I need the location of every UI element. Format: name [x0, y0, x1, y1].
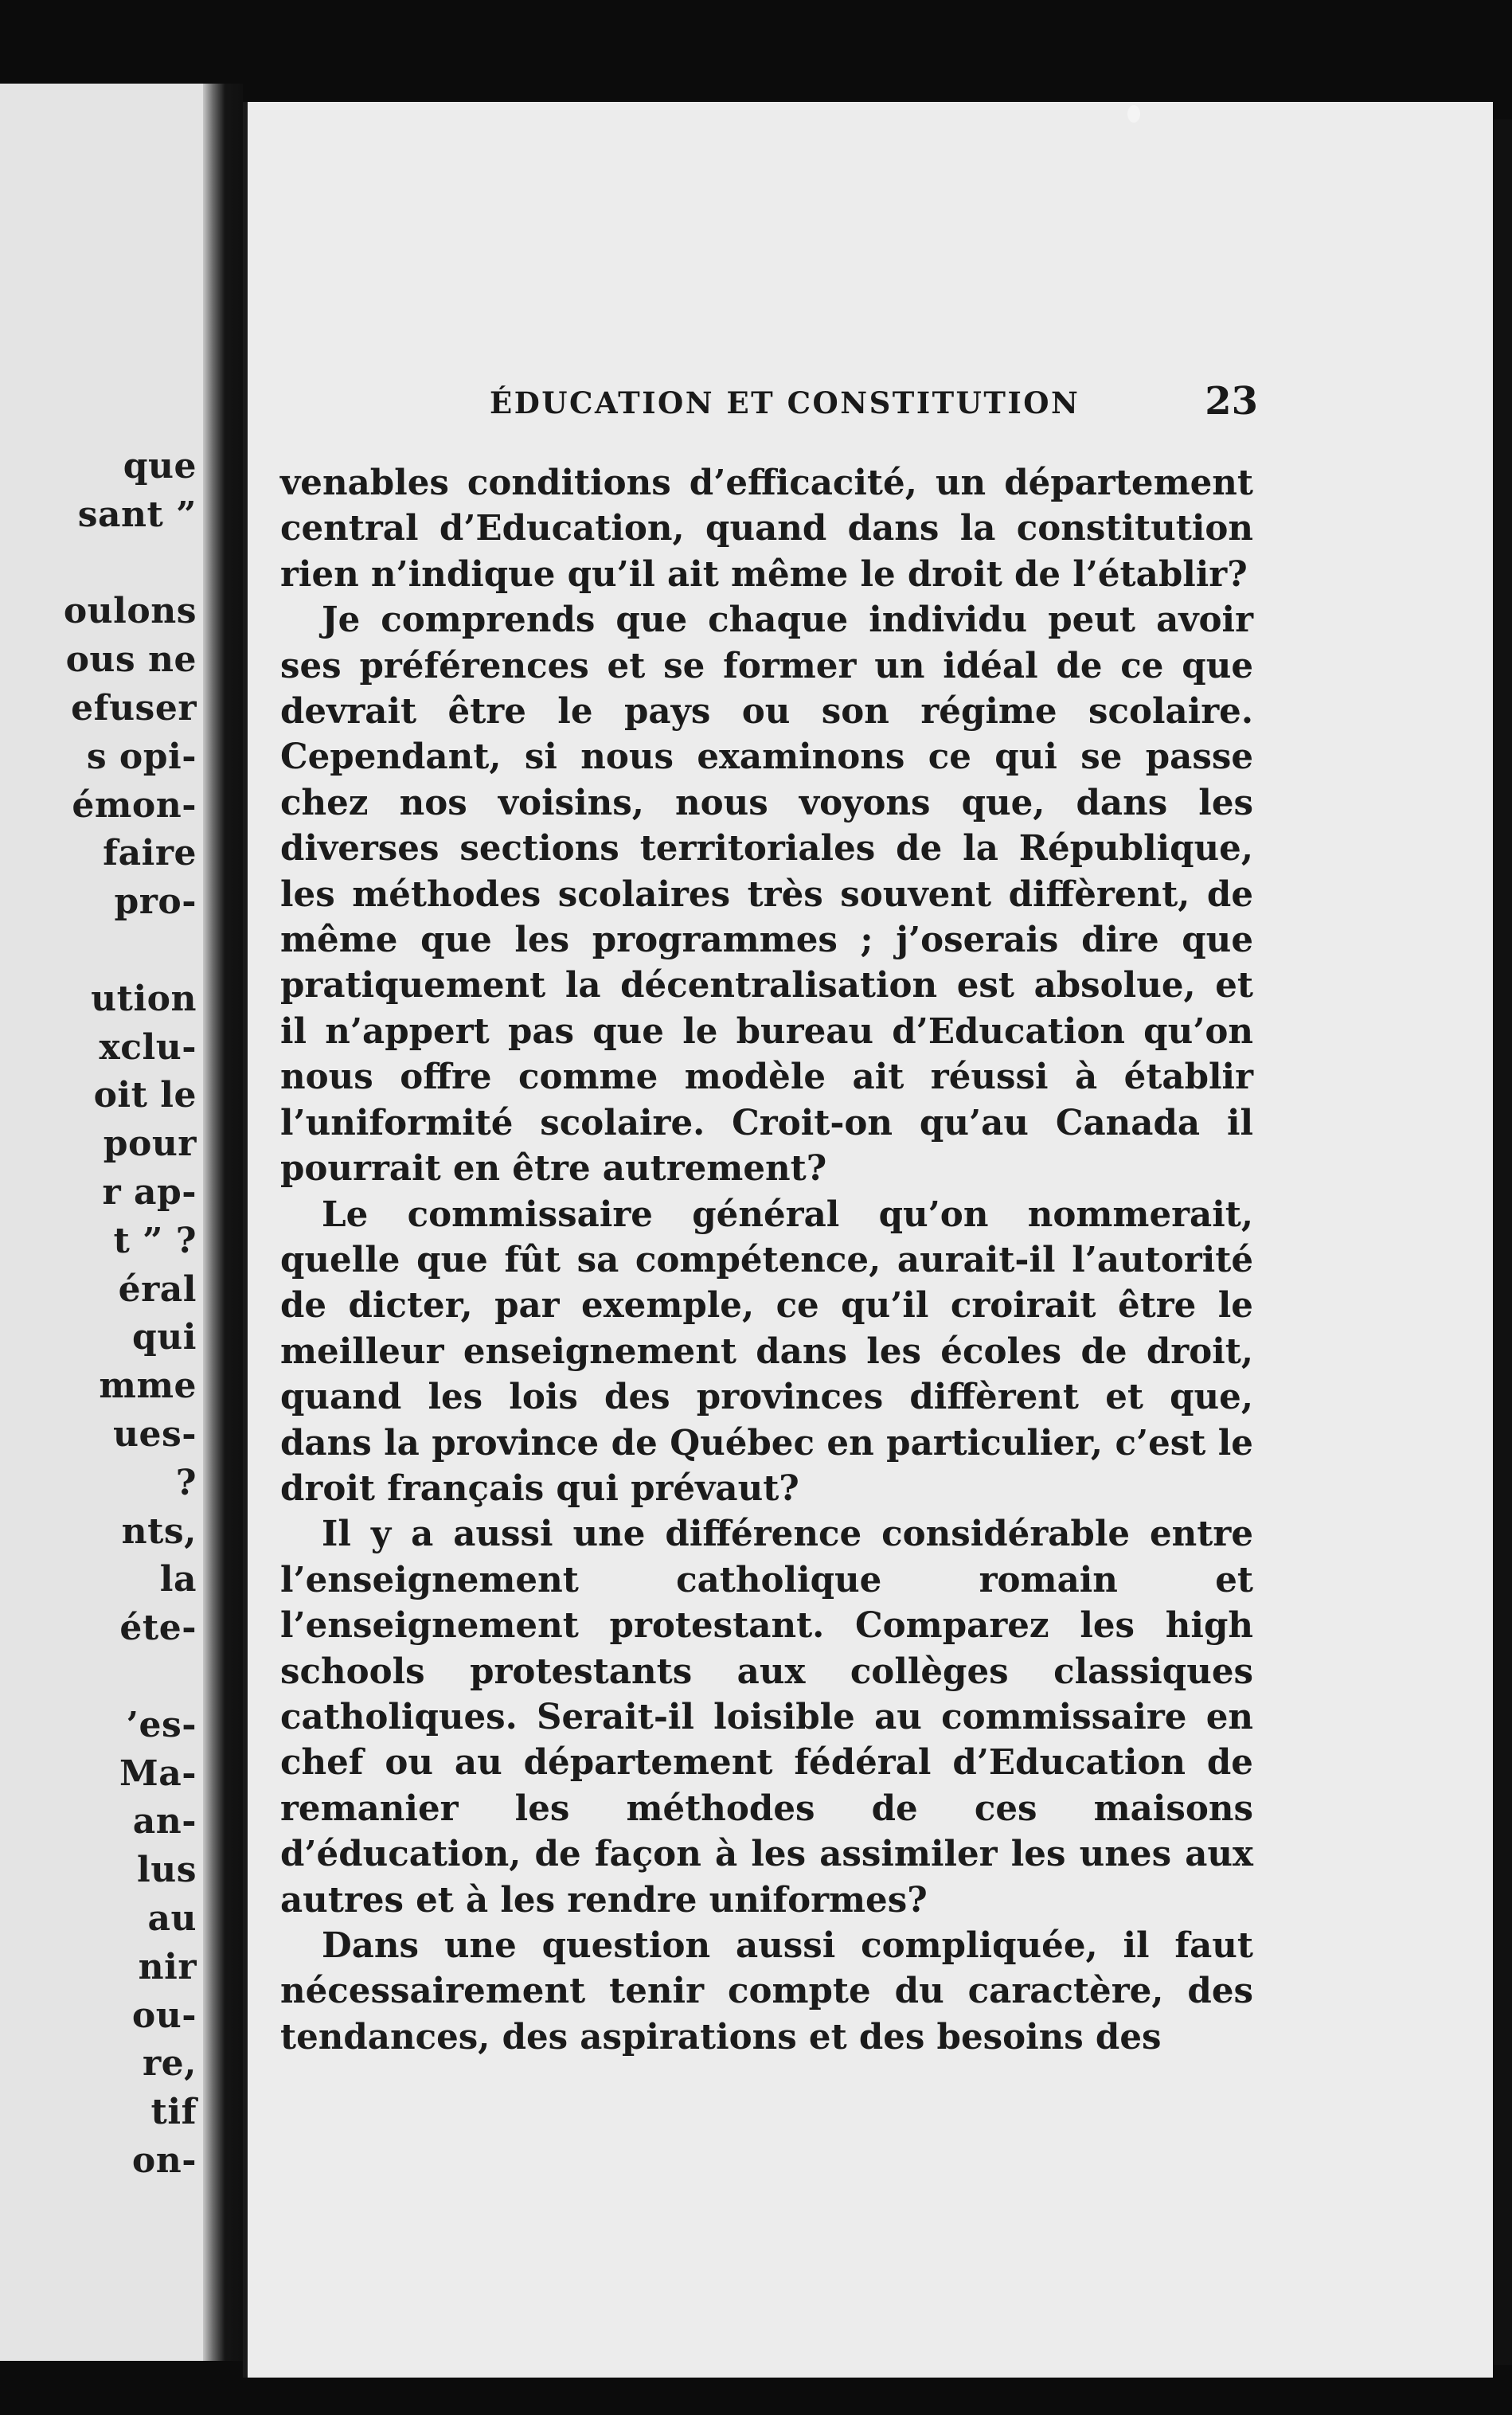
scan-dust-speck — [1127, 105, 1140, 123]
left-page-line-fragment: on- — [131, 2140, 197, 2181]
page-number: 23 — [1205, 379, 1258, 424]
page-header — [490, 379, 1258, 432]
left-page-line-fragment: tif — [150, 2092, 197, 2133]
left-page-line-fragment: ’es- — [126, 1704, 197, 1745]
left-page-line-fragment: émon- — [72, 784, 197, 826]
left-page-line-fragment: nir — [138, 1946, 197, 1987]
left-page-line-fragment: faire — [103, 833, 197, 874]
left-page-line-fragment: au — [147, 1898, 197, 1939]
left-page-line-fragment: nts, — [121, 1510, 197, 1552]
left-page-line-fragment: ou- — [131, 1995, 197, 2036]
left-page-line-fragment: éral — [118, 1268, 197, 1310]
left-page-line-fragment: r ap- — [102, 1172, 197, 1213]
running-head: ÉDUCATION ET CONSTITUTION — [490, 385, 1080, 420]
left-page-line-fragment: ution — [91, 978, 197, 1019]
left-page-line-fragment: pro- — [114, 881, 197, 923]
book-gutter — [203, 84, 243, 2361]
left-page-line-fragment: ? — [175, 1462, 197, 1503]
left-page-line-fragment: que — [123, 446, 197, 487]
previous-page-fragment — [0, 84, 203, 2361]
left-page-line-fragment: xclu- — [99, 1026, 197, 1068]
page-right-edge-shadow — [1493, 119, 1512, 2365]
paragraph: Il y a aussi une différence considérable entre l’enseignement catholique romain et l’enseignement protestant. Comparez les high schools protestants aux collèges classiques catholiques. Serait-il loisible au commissaire en chef ou au département fédéral d’Education de remanier les méthodes de ces maisons d’éducation, de façon à les assimiler les unes aux autres et à les rendre uniformes? — [280, 1514, 1253, 1921]
left-page-line-fragment: qui — [132, 1317, 197, 1358]
paragraph: venables conditions d’efficacité, un département central d’Education, quand dans la constitution rien n’indique qu’il ait même le droit de l’établir? — [280, 463, 1253, 595]
left-page-line-fragment: mme — [99, 1366, 197, 1407]
left-page-line-fragment: ous ne — [65, 639, 197, 681]
left-page-line-fragment: efuser — [71, 688, 197, 729]
left-page-line-fragment: re, — [143, 2043, 197, 2085]
body-text — [280, 460, 1253, 2060]
left-page-line-fragment: oit le — [93, 1075, 197, 1116]
paragraph: Le commissaire général qu’on nommerait, quelle que fût sa compétence, aurait-il l’autorité de dicter, par exemple, ce qu’il croirait être le meilleur enseignement dans les écoles de droit, quand les lois des provinces diffèrent et que, dans la province de Québec en particulier, c’est le droit français qui prévaut? — [280, 1194, 1253, 1509]
left-page-line-fragment: pour — [103, 1123, 197, 1165]
left-page-line-fragment: sant ” — [77, 494, 197, 535]
left-page-line-fragment: t ” ? — [113, 1220, 197, 1261]
left-page-line-fragment: la — [159, 1559, 197, 1600]
left-page-line-fragment: ues- — [112, 1414, 197, 1455]
left-page-line-fragment: s opi- — [86, 736, 197, 777]
paragraph: Dans une question aussi compliquée, il faut nécessairement tenir compte du caractère, des tendances, des aspirations et des besoins des — [280, 1925, 1253, 2057]
left-page-line-fragment: oulons — [63, 591, 197, 632]
left-page-line-fragment: éte- — [119, 1608, 197, 1649]
paragraph: Je comprends que chaque individu peut avoir ses préférences et se former un idéal de ce que devrait être le pays ou son régime scolaire. Cependant, si nous examinons ce qui se passe chez nos voisins, nous voyons que, dans les diverses sections territoriales de la République, les méthodes scolaires très souvent diffèrent, de même que les programmes ; j’oserais dire que pratiquement la décentralisation est absolue, et il n’appert pas que le bureau d’Education qu’on nous offre comme modèle ait réussi à établir l’uniformité scolaire. Croit-on qu’au Canada il pourrait en être autrement? — [280, 600, 1253, 1190]
left-page-line-fragment: Ma- — [119, 1753, 197, 1794]
left-page-line-fragment: an- — [132, 1801, 197, 1843]
left-page-line-fragment: lus — [137, 1850, 197, 1891]
